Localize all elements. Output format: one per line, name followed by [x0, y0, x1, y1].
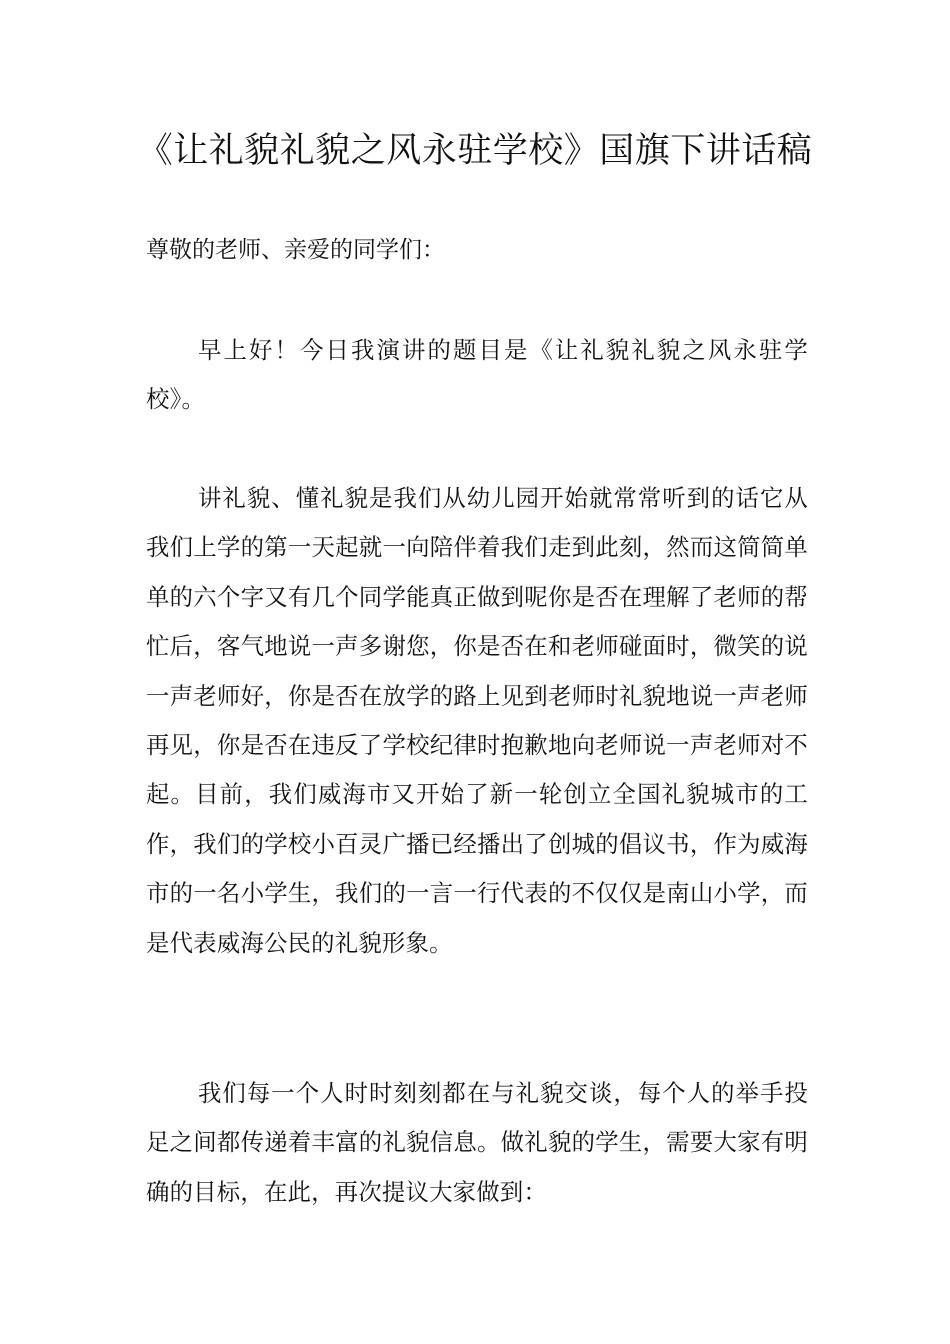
document-title: 《让礼貌礼貌之风永驻学校》国旗下讲话稿 — [137, 131, 813, 171]
salutation: 尊敬的老师、亲爱的同学们： — [146, 237, 445, 263]
paragraph-closing: 我们每一个人时时刻刻都在与礼貌交谈，每个人的举手投足之间都传递着丰富的礼貌信息。做礼貌的学生，需要大家有明确的目标，在此，再次提议大家做到： — [146, 1079, 808, 1206]
paragraph-body: 讲礼貌、懂礼貌是我们从幼儿园开始就常常听到的话它从我们上学的第一天起就一向陪伴着我们走到此刻，然而这简简单单的六个字又有几个同学能真正做到呢你是否在理解了老师的帮忙后，客气地说一声多谢您，你是否在和老师碰面时，微笑的说一声老师好，你是否在放学的路上见到老师时礼貌地说一声老师再见，你是否在违反了学校纪律时抱歉地向老师说一声老师对不起。目前，我们威海市又开始了新一轮创立全国礼貌城市的工作，我们的学校小百灵广播已经播出了创城的倡议书，作为威海市的一名小学生，我们的一言一行代表的不仅仅是南山小学，而是代表威海公民的礼貌形象。 — [146, 484, 808, 957]
paragraph-greeting: 早上好！今日我演讲的题目是《让礼貌礼貌之风永驻学校》。 — [146, 336, 808, 414]
